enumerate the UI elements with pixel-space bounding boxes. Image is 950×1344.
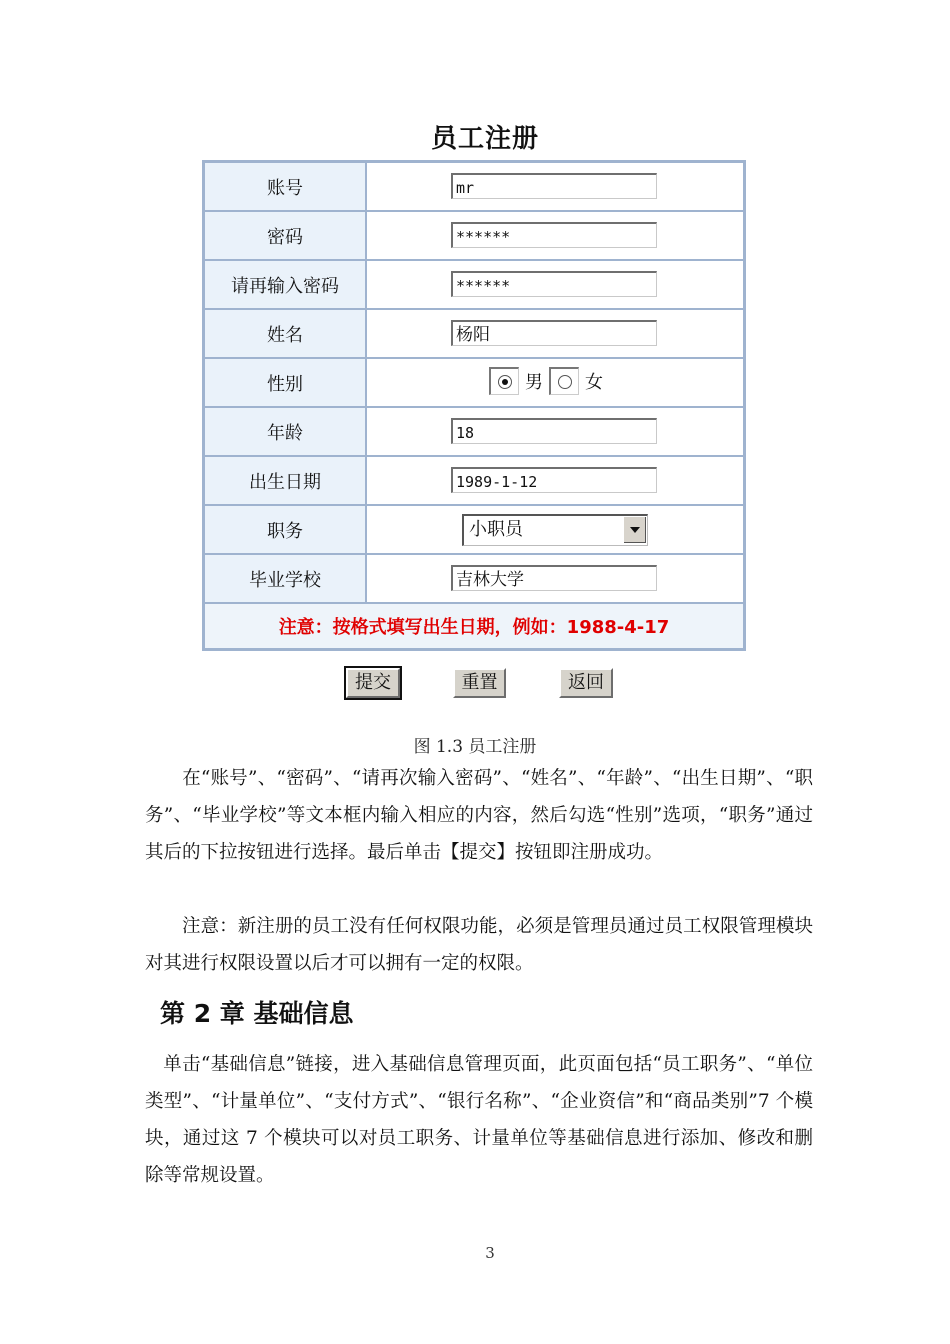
account-label: 账号	[204, 162, 366, 211]
gender-radio-group	[489, 367, 603, 395]
name-input[interactable]: 杨阳	[451, 320, 657, 346]
reset-button[interactable]: 重置	[453, 668, 506, 698]
age-label: 年龄	[204, 407, 366, 456]
chapter-heading: 第 2 章 基础信息	[160, 999, 354, 1028]
gender-female-label: 女	[585, 372, 603, 393]
row-school	[204, 554, 744, 603]
position-select[interactable]	[462, 514, 648, 546]
row-notice	[204, 603, 744, 649]
back-button[interactable]: 返回	[559, 668, 613, 698]
birthdate-label: 出生日期	[204, 456, 366, 505]
row-name	[204, 309, 744, 358]
row-password-confirm	[204, 260, 744, 309]
row-password	[204, 211, 744, 260]
position-selected-value: 小职员	[469, 519, 523, 540]
paragraph-3: 单击“基础信息”链接，进入基础信息管理页面，此页面包括“员工职务”、“单位类型”、“计量单位”、“支付方式”、“银行名称”、“企业资信”和“商品类别”7 个模块，通过这 7 个模块可以对员工职务、计量单位等基础信息进行添加、修改和删除等常规设置。	[145, 1054, 813, 1186]
password-input[interactable]: ******	[451, 222, 657, 248]
row-age	[204, 407, 744, 456]
submit-button[interactable]: 提交	[346, 668, 400, 698]
radio-checked-icon	[498, 375, 512, 389]
password-label: 密码	[204, 211, 366, 260]
school-input[interactable]: 吉林大学	[451, 565, 657, 591]
gender-male-label: 男	[525, 372, 543, 393]
position-label: 职务	[204, 505, 366, 554]
paragraph-1: 在“账号”、“密码”、“请再次输入密码”、“姓名”、“年龄”、“出生日期”、“职务”、“毕业学校”等文本框内输入相应的内容，然后勾选“性别”选项，“职务”通过其后的下拉按钮进行选择。最后单击【提交】按钮即注册成功。	[145, 768, 813, 863]
chevron-down-icon[interactable]	[623, 517, 646, 543]
name-label: 姓名	[204, 309, 366, 358]
radio-unchecked-icon	[558, 375, 572, 389]
row-position	[204, 505, 744, 554]
password-confirm-input[interactable]: ******	[451, 271, 657, 297]
school-label: 毕业学校	[204, 554, 366, 603]
gender-male-radio[interactable]	[489, 367, 519, 395]
birthdate-input[interactable]: 1989-1-12	[451, 467, 657, 493]
page-number: 3	[485, 1244, 495, 1262]
paragraph-2: 注意：新注册的员工没有任何权限功能，必须是管理员通过员工权限管理模块对其进行权限设置以后才可以拥有一定的权限。	[145, 916, 813, 974]
row-birthdate	[204, 456, 744, 505]
account-input[interactable]: mr	[451, 173, 657, 199]
row-gender	[204, 358, 744, 407]
gender-female-radio[interactable]	[549, 367, 579, 395]
gender-label: 性别	[204, 358, 366, 407]
password-confirm-label: 请再输入密码	[204, 260, 366, 309]
registration-form	[202, 160, 746, 651]
row-account	[204, 162, 744, 211]
age-input[interactable]: 18	[451, 418, 657, 444]
form-title: 员工注册	[430, 124, 539, 154]
figure-caption: 图 1.3 员工注册	[413, 737, 537, 757]
birthdate-format-notice: 注意：按格式填写出生日期，例如：1988-4-17	[204, 603, 744, 649]
